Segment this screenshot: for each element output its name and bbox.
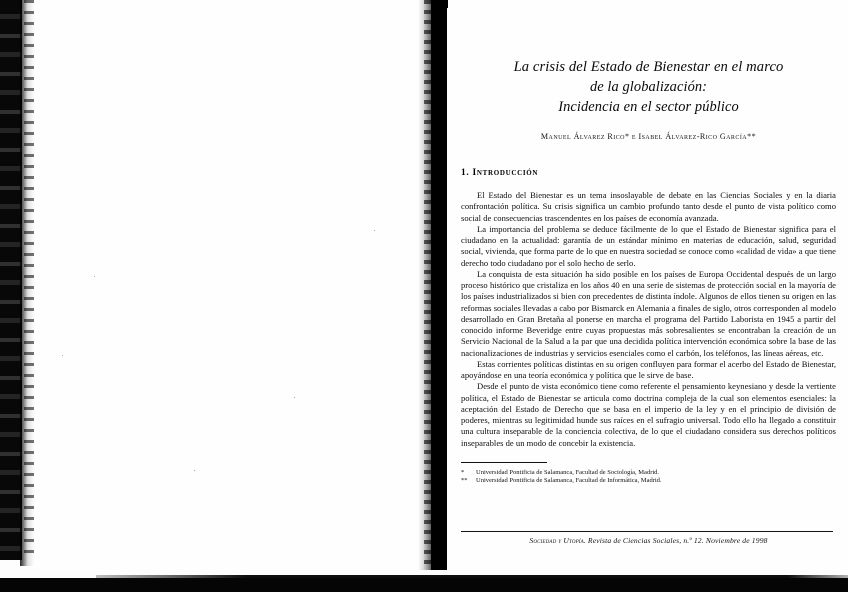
- title-line-1: La crisis del Estado de Bienestar en el marco: [513, 59, 784, 75]
- footnote-text: Universidad Pontificia de Salamanca, Facultad de Sociología, Madrid.: [476, 468, 660, 476]
- scan-artifact-bottom-bar: [0, 578, 848, 592]
- body-paragraph: El Estado del Bienestar es un tema insoslayable de debate en las Ciencias Sociales y en la diaria confrontación política. Su crisis significa un cambio profundo tanto desde el punto de vista político como social de consecuencias trascendentes en los países de economía avanzada.: [461, 190, 836, 223]
- scan-artifact-left-edge: [0, 0, 22, 560]
- text-column: [461, 0, 836, 486]
- body-paragraph: La conquista de esta situación ha sido posible en los países de Europa Occidental después de un largo proceso histórico que cristaliza en los años 40 en una serie de sistemas de protección social en la mayoría de los países industrializados si bien con precedentes de distinta índole. Algunos de ellos tienen su origen en las reformas sociales llevadas a cabo por Bismarck en Alemania a finales de siglo, otros corresponden al modelo desarrollado en Gran Bretaña al ponerse en marcha el programa del Partido Laborista en 1945 a partir del conocido informe Beveridge entre cuyas propuestas más sobresalientes se encontraban la creación de un Servicio Nacional de la Salud a la par que una decidida política intervención económica sobre la base de las nacionalizaciones de industrias y servicios esenciales como el carbón, los teléfonos, las líneas aéreas, etc.: [461, 268, 836, 358]
- scan-artifact-top-nick: [431, 0, 448, 8]
- journal-citation-footer: [461, 536, 836, 545]
- scan-artifact-book-gutter: [431, 0, 447, 570]
- author-byline: Manuel Álvarez Rico* e Isabel Álvarez-Rico García**: [540, 132, 757, 141]
- body-paragraph: Desde el punto de vista económico tiene como referente el pensamiento keynesiano y desde la vertiente política, el Estado de Bienestar se articula como doctrina compleja de la cual son elementos esenciales: la aceptación del Estado de Derecho que se basa en el imperio de la ley y en el principio de división de poderes, mientras su legitimidad hunde sus raíces en el sufragio universal. Todo ello ha llegado a constituir una cultura inseparable de la conciencia colectiva, de lo que el ciudadano considera sus derechos políticos inseparables de un modo de concebir la existencia.: [461, 381, 836, 448]
- footnote-item: [461, 477, 836, 486]
- article-body: [461, 190, 836, 449]
- body-paragraph: La importancia del problema se deduce fácilmente de lo que el Estado de Bienestar significa para el ciudadano en la actualidad: garantía de un estándar mínimo en materias de educación, salud, seguridad social, vivienda, que forma parte de lo que en nuestra sociedad se conoce como «calidad de vida» a que tiene derecho todo ciudadano por el solo hecho de serlo.: [461, 223, 836, 268]
- left-blank-page: [34, 0, 424, 570]
- title-line-3: Incidencia en el sector público: [558, 99, 739, 115]
- article-page: [447, 0, 848, 570]
- body-paragraph: Estas corrientes políticas distintas en su origen confluyen para formar el acerbo del Estado de Bienestar, apoyándose en una teoría económica y política que le sirve de base.: [461, 358, 836, 380]
- footer-separator-rule: [461, 531, 833, 532]
- article-title: [461, 57, 836, 117]
- section-heading-introduccion: 1. Introducción: [461, 168, 539, 178]
- footnote-marker: **: [461, 477, 468, 485]
- footnote-text: Universidad Pontificia de Salamanca, Facultad de Informática, Madrid.: [476, 477, 662, 485]
- footnote-marker: *: [461, 468, 465, 476]
- scan-artifact-left-speckle: [24, 0, 34, 560]
- journal-name: Sociedad y Utopía.: [529, 536, 586, 545]
- title-line-2: de la globalización:: [589, 79, 708, 95]
- footnote-list: [461, 469, 836, 486]
- journal-citation-rest: Revista de Ciencias Sociales, n.º 12. Noviembre de 1998: [585, 536, 768, 545]
- footnote-separator-rule: [461, 462, 547, 463]
- footnote-item: [461, 469, 836, 478]
